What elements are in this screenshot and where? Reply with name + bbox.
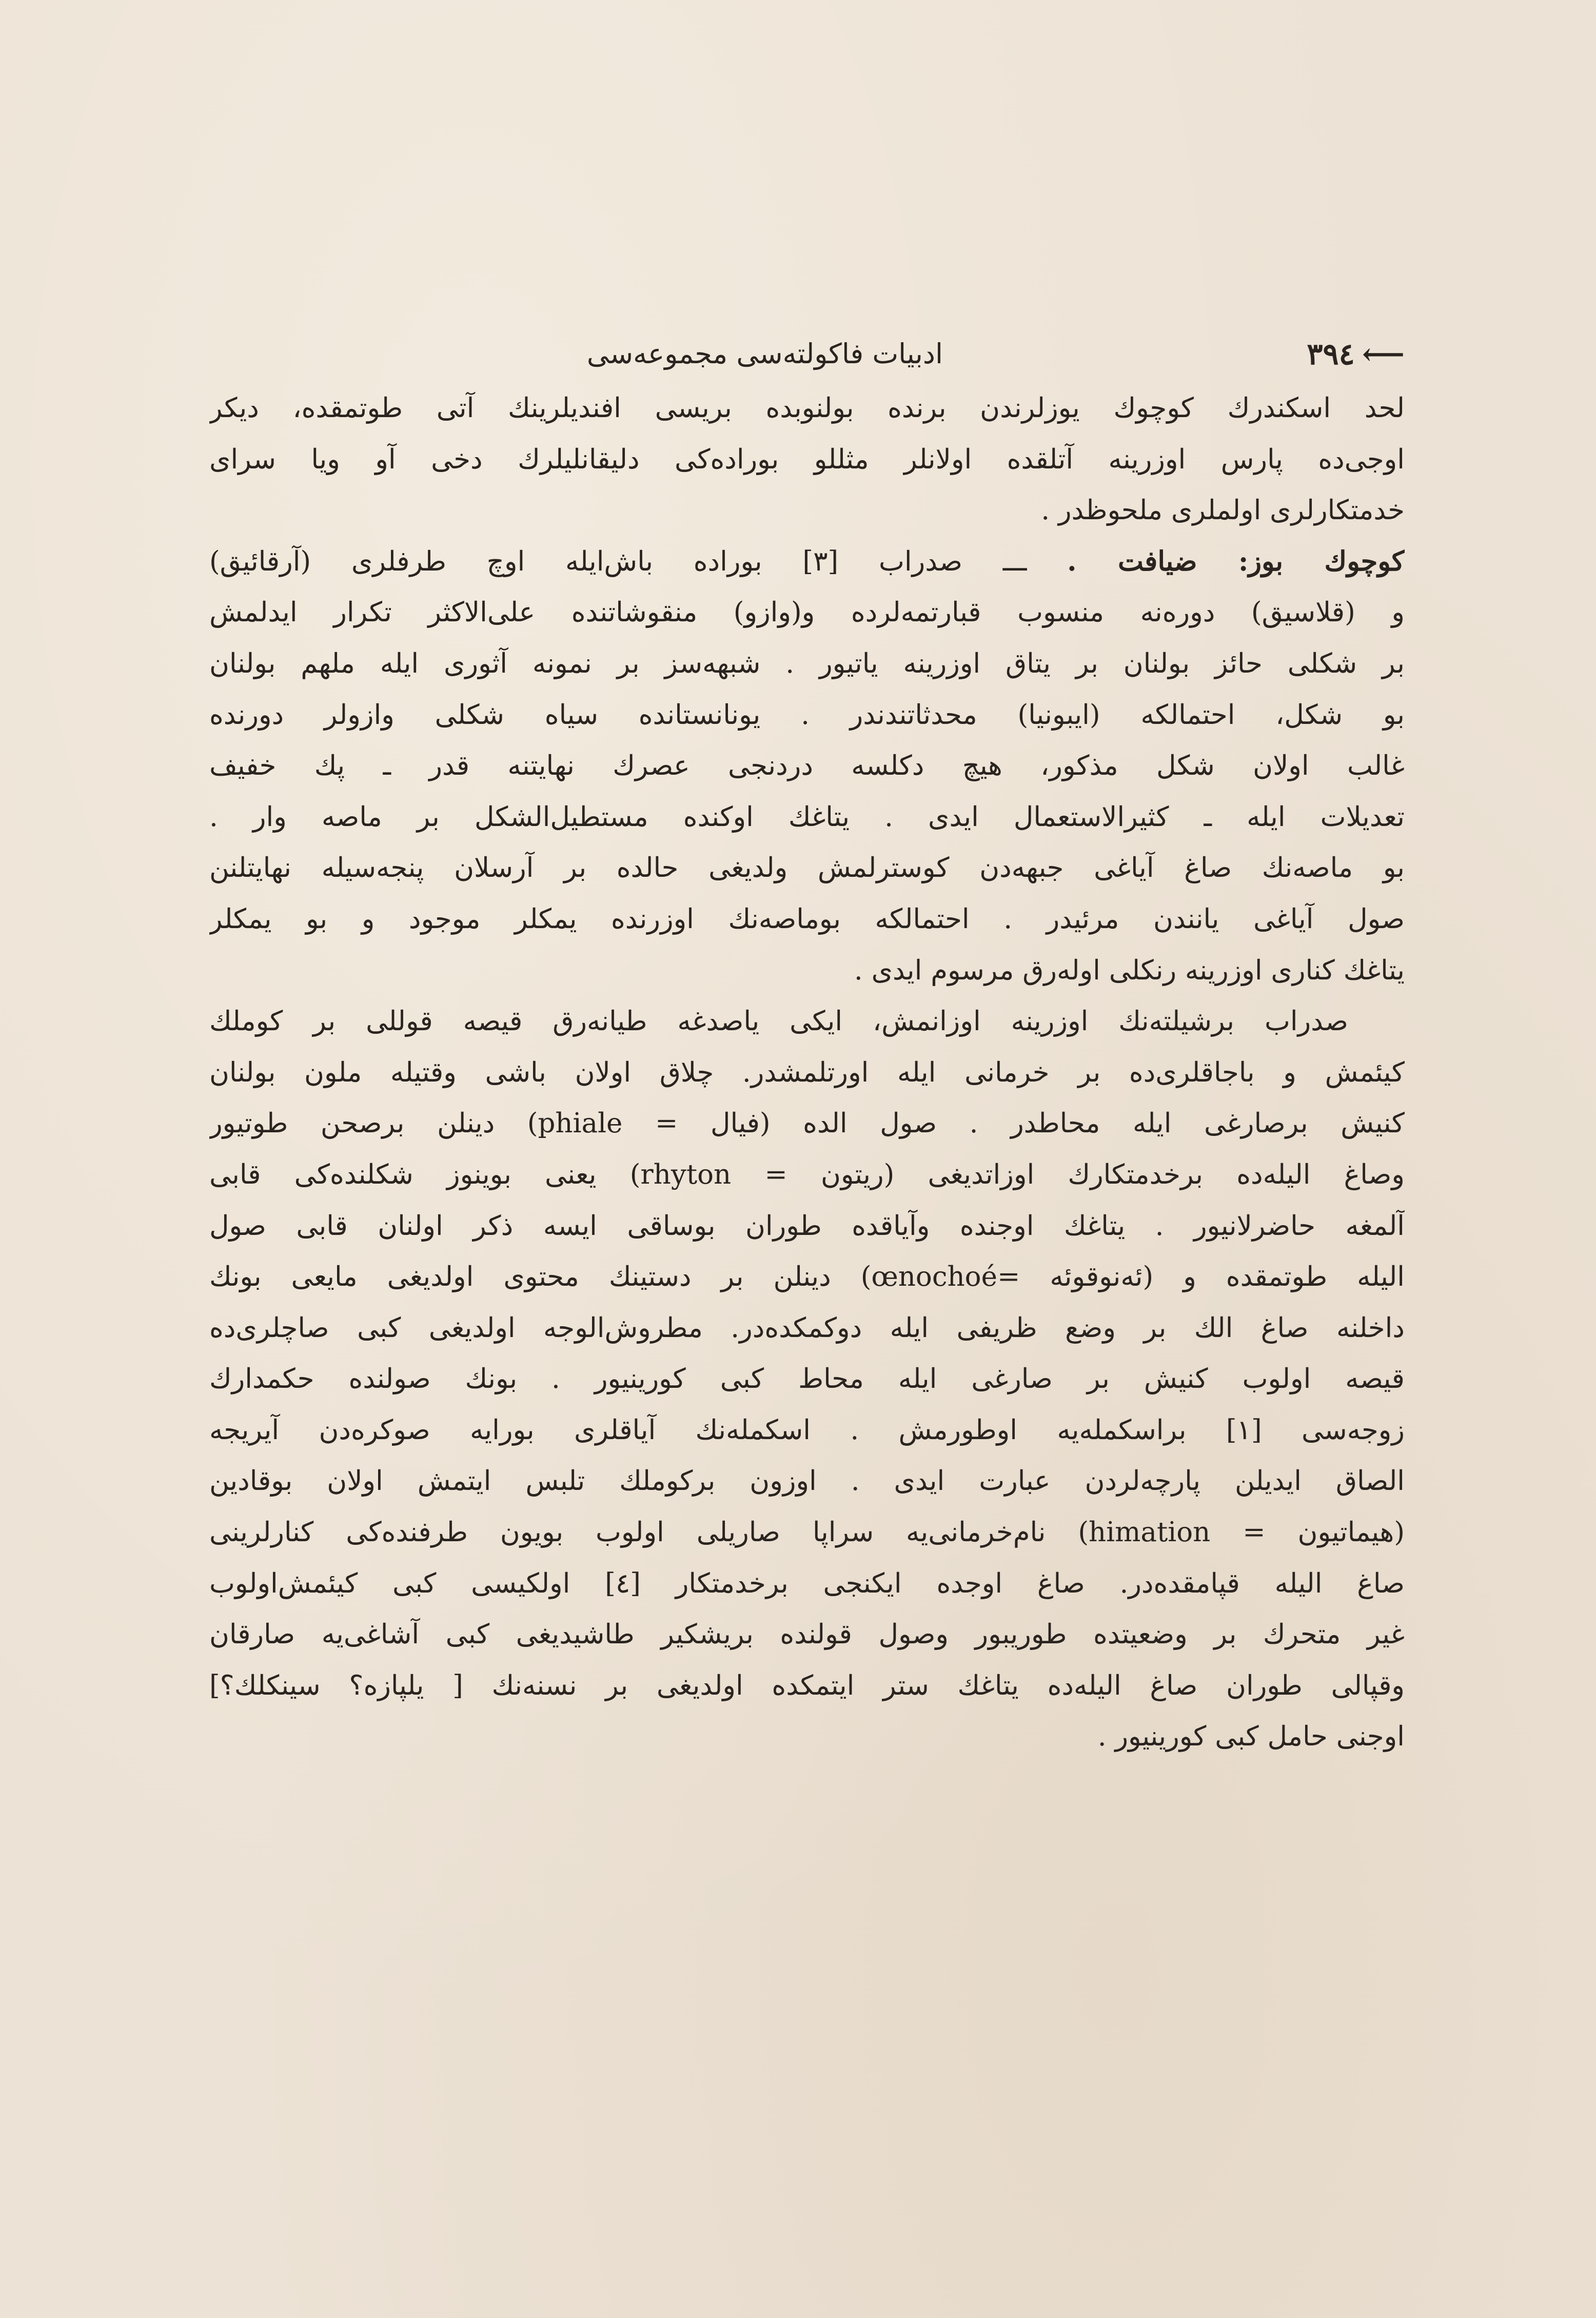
- text-line: اليله طوتمقده و (ئه‌نوقوئه =œnochoé) دينلن بر دستينك محتوى اولديغى مايعى بونك: [209, 1261, 1405, 1293]
- paragraph-1: [209, 383, 1405, 536]
- text-line: يتاغك كنارى اوزرينه رنكلى اوله‌رق مرسوم ايدى .: [854, 954, 1405, 986]
- text-line: آلمغه حاضرلانيور . يتاغك اوجنده وآياقده طوران بوساقى ايسه ذكر اولنان قابى صول: [209, 1210, 1405, 1242]
- text-line: غالب اولان شكل مذكور، هيچ دكلسه دردنجى عصرك نهايتنه قدر ـ پك خفيف: [209, 750, 1405, 782]
- text-line: و (قلاسيق) دوره‌نه منسوب قبارتمه‌لرده و(وازو) منقوشاتنده على‌الاكثر تكرار ايدلمش: [209, 597, 1405, 628]
- text-line: لحد اسكندرك كوچوك يوزلرندن برنده بولنوبده بريسى افنديلرينك آتى طوتمقده، ديكر: [209, 392, 1405, 424]
- text-line: صول آياغى يانندن مرئيدر . احتمالكه بوماصه‌نك اوزرنده يمكلر موجود و بو يمكلر: [209, 903, 1405, 935]
- text-line: اوجى‌ده پارس اوزرينه آتلقده اولانلر مثللو بوراده‌كى دليقانليلرك دخى آو ويا سراى: [209, 443, 1405, 475]
- text-block: [209, 328, 1405, 1762]
- page-number: [1307, 328, 1405, 380]
- text-line: خدمتكارلرى اولملرى ملحوظدر .: [1041, 495, 1405, 526]
- text-line: وصاغ اليله‌ده برخدمتكارك اوزاتديغى (ريتون = rhyton) يعنى بوينوز شكلنده‌كى قابى: [209, 1158, 1405, 1190]
- text-line: كيئمش و باجاقلرى‌ده بر خرمانى ايله اورتلمشدر. چلاق اولان باشى وقتيله ملون بولنان: [209, 1056, 1405, 1088]
- text-line: قيصه اولوب كنيش بر صارغى ايله محاط كبى كورينيور . بونك صولنده حكمدارك: [209, 1363, 1405, 1395]
- page-number-value: ٣٩٤: [1307, 337, 1355, 371]
- text-line: وقپالى طوران صاغ اليله‌ده يتاغك ستر ايتمكده اولديغى بر نسنه‌نك [ يلپازه؟ سينكلك؟]: [209, 1669, 1405, 1701]
- section-heading: كوچوك بوز: ضيافت .: [1067, 545, 1405, 577]
- page-header: [209, 328, 1405, 380]
- paragraph-3: [209, 996, 1405, 1762]
- running-title: ادبيات فاكولته‌سى مجموعه‌سى: [586, 338, 943, 370]
- text-line: اوجنى حامل كبى كورينيور .: [1097, 1721, 1405, 1753]
- text-line: كنيش برصارغى ايله محاطدر . صول الده (فيال = phiale) دينلن برصحن طوتيور: [209, 1108, 1405, 1140]
- arrow-icon: ⟵: [1362, 337, 1405, 371]
- text-line: داخلنه صاغ الك بر وضع ظريفى ايله دوكمكده‌در. مطروش‌الوجه اولديغى كبى صاچلرى‌ده: [209, 1312, 1405, 1344]
- text-line-rest: ـــ صدراب [٣] بوراده باش‌ايله اوچ طرفلرى (آرقائيق): [209, 545, 1027, 577]
- paragraph-2: [209, 536, 1405, 996]
- text-line: تعديلات ايله ـ كثيرالاستعمال ايدى . يتاغك اوكنده مستطيل‌الشكل بر ماصه وار .: [209, 801, 1405, 833]
- text-line: بو شكل، احتمالكه (ايبونيا) محدثاتندندر . يونانستانده سياه شكلى وازولر دورنده: [209, 699, 1405, 731]
- text-line: غير متحرك بر وضعيتده طوريبور وصول قولنده بريشكير طاشيديغى كبى آشاغى‌يه صارقان: [209, 1619, 1405, 1651]
- text-line: بو ماصه‌نك صاغ آياغى جبهه‌دن كوسترلمش ولديغى حالده بر آرسلان پنجه‌سيله نهايتلنن: [209, 852, 1405, 884]
- text-line: الصاق ايديلن پارچه‌لردن عبارت ايدى . اوزون بركوملك تلبس ايتمش اولان بوقادين: [209, 1465, 1405, 1497]
- text-line: (هيماتيون = himation) نام‌خرمانى‌يه سراپا صاريلى اولوب بويون طرفنده‌كى كنارلرينى: [209, 1517, 1405, 1548]
- text-line: صدراب برشيلته‌نك اوزرينه اوزانمش، ايكى ياصدغه طيانه‌رق قيصه قوللى بر كوملك: [209, 1006, 1348, 1037]
- text-line: زوجه‌سى [١] براسكمله‌يه اوطورمش . اسكمله‌نك آياقلرى بورايه صوكره‌دن آيريجه: [209, 1414, 1405, 1446]
- text-line: بر شكلى حائز بولنان بر يتاق اوزرينه ياتيور . شبهه‌سز بر نمونه آثورى ايله ملهم بولنان: [209, 647, 1405, 679]
- text-line: صاغ اليله قپامقده‌در. صاغ اوجده ايكنجى برخدمتكار [٤] اولكيسى كبى كيئمش‌اولوب: [209, 1567, 1405, 1599]
- text-line: [209, 536, 1405, 587]
